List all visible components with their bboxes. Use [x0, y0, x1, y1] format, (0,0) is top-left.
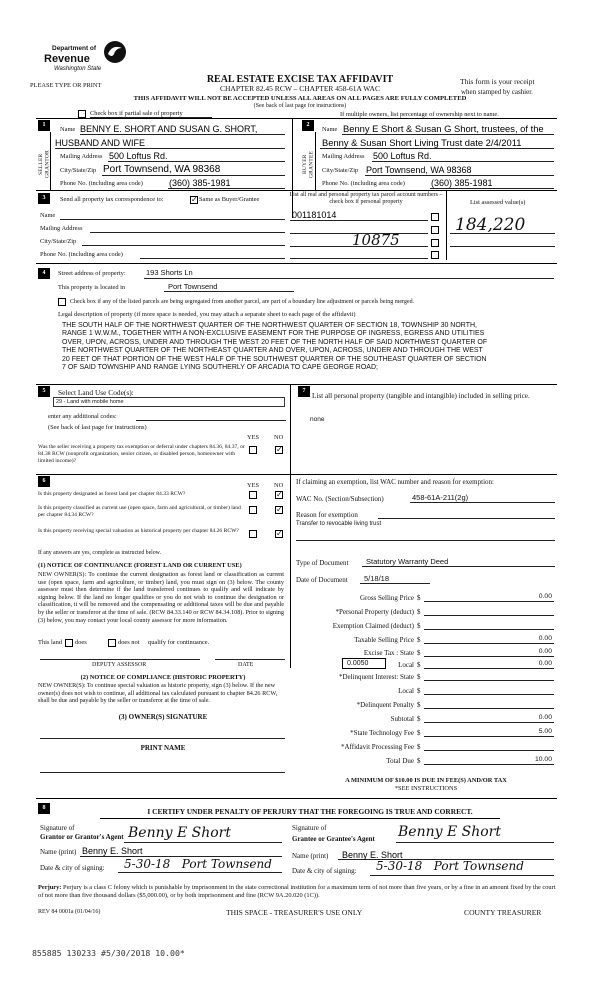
seller-phone-value[interactable]: (360) 385-1981 — [169, 178, 231, 188]
land-does-label: does — [75, 639, 87, 646]
exemption-yes-checkbox[interactable] — [249, 446, 257, 454]
legal-line: 7 OF SAID TOWNSHIP AND RANGE LYING SOUTHERLY OF ARCADIA TO CAPE GEORGE ROAD; — [62, 364, 378, 372]
tech-fee-dollar: $ — [417, 729, 421, 737]
minimum-due-note: A MINIMUM OF $10.00 IS DUE IN FEE(S) AND/OR TAX — [345, 777, 507, 784]
current-use-yes-checkbox[interactable] — [249, 506, 257, 514]
delinquent-interest-dollar: $ — [417, 673, 421, 681]
legal-label: Legal description of property (if more space is needed, you may attach a separate sheet to each page of the affidavit) — [58, 311, 356, 318]
seller-name-value[interactable]: BENNY E. SHORT AND SUSAN G. SHORT, — [80, 124, 258, 134]
dor-logo-line2: Revenue — [44, 53, 90, 65]
parcel-3-personal-checkbox[interactable] — [431, 239, 439, 247]
land-use-see-back: (See back of last page for instructions) — [48, 424, 147, 431]
exemption-question: Was the seller receiving a property tax exemption or deferral under chapters 84.36, 84.37, or 84.38 RCW (nonprofit organization, senior citizen, or disabled person, homeowner with limited income)? — [38, 444, 245, 464]
section-3-badge: 3 — [38, 193, 50, 204]
perjury-bold: Perjury: — [38, 884, 62, 891]
subtotal-value[interactable]: 0.00 — [538, 714, 552, 721]
legal-line: OVER, UPON, ACROSS, UNDER AND THROUGH THE WEST 20 FEET OF THE NORTH HALF OF SAID NORTHWEST QUARTER OF — [62, 338, 488, 346]
tax-mailing-label: Mailing Address — [40, 225, 83, 232]
wac-label: WAC No. (Section/Subsection) — [296, 495, 384, 503]
parcel-header: List all real and personal property tax parcel account numbers – check box if personal property — [289, 192, 443, 205]
total-due-value[interactable]: 10.00 — [534, 756, 552, 763]
forest-land-question: Is this property designated as forest land per chapter 84.33 RCW? — [38, 491, 186, 497]
legal-line: RANGE 1 W.W.M., TOGETHER WITH A NON-EXCLUSIVE EASEMENT FOR THE PURPOSE OF INGRESS, EGRESS AND UTILITIES — [62, 330, 485, 338]
delinquent-penalty-dollar: $ — [417, 701, 421, 709]
section-8-badge: 8 — [38, 803, 50, 814]
grantor-date-value[interactable]: 5-30-18 Port Townsend — [124, 857, 272, 871]
perjury-note — [38, 884, 558, 900]
grantee-date-label: Date & city of signing: — [292, 867, 357, 875]
grantor-sig-label-1: Signature of — [40, 824, 75, 832]
exemption-dollar: $ — [417, 622, 421, 630]
current-use-question: Is this property classified as current use (open space, farm and agricultural, or timber) land per chapter 84.34 RCW? — [38, 505, 241, 518]
subtotal-dollar: $ — [417, 715, 421, 723]
total-due-label: Total Due — [386, 757, 414, 765]
this-land-label: This land — [38, 639, 62, 646]
historic-question: Is this property receiving special valuation as historical property per chapter 84.26 RCW? — [38, 528, 239, 534]
gross-dollar: $ — [417, 594, 421, 602]
print-name-label: PRINT NAME — [140, 744, 186, 752]
dor-logo-line1: Department of — [52, 45, 97, 52]
seller-city-value[interactable]: Port Townsend, WA 98368 — [103, 164, 221, 175]
seller-name-value-2[interactable]: HUSBAND AND WIFE — [55, 138, 146, 148]
section-5-badge: 5 — [38, 386, 50, 397]
notice-compliance-title: (2) NOTICE OF COMPLIANCE (HISTORIC PROPERTY) — [80, 674, 246, 681]
perjury-text: Perjury is a class C felony which is punishable by imprisonment in the state correctional institution for a maximum term of not more than five years, or by a fine in an amount fixed by the court of not more than five thousand dollars ($5,000.00), or by both imprisonment and fine (RCW 9A.20.020 (1C)). — [38, 884, 556, 899]
located-label: This property is located in — [58, 284, 126, 291]
taxable-label: Taxable Selling Price — [354, 636, 414, 644]
same-as-buyer-checkbox[interactable]: ✓ — [191, 195, 198, 204]
grantor-sig-label-2: Grantor or Grantor's Agent — [40, 833, 124, 841]
tech-fee-value[interactable]: 5.00 — [538, 728, 552, 735]
local-rate-box[interactable] — [342, 658, 386, 669]
buyer-name-value[interactable]: Benny E Short & Susan G Short, trustees, of the — [343, 123, 544, 134]
same-as-buyer-label: Same as Buyer/Grantee — [199, 196, 260, 203]
treasurer-space: THIS SPACE - TREASURER'S USE ONLY — [226, 908, 363, 917]
county-treasurer: COUNTY TREASURER — [464, 908, 542, 917]
buyer-side-label: BUYER GRANTEE — [302, 150, 315, 178]
excise-state-label: Excise Tax : State — [363, 649, 414, 657]
grantee-sig-label-2: Grantee or Grantee's Agent — [292, 835, 375, 843]
excise-local-label: Local — [398, 661, 414, 669]
excise-state-dollar: $ — [417, 649, 421, 657]
land-does-checkbox[interactable] — [65, 639, 73, 647]
receipt-note-1: This form is your receipt — [460, 77, 535, 86]
exemption-deduct-label: Exemption Claimed (deduct) — [332, 622, 414, 630]
street-label: Street address of property: — [58, 270, 126, 277]
buyer-phone-label: Phone No. (including area code) — [322, 180, 405, 187]
see-instructions-note: *SEE INSTRUCTIONS — [394, 785, 458, 792]
partial-sale-checkbox[interactable] — [78, 110, 86, 118]
seller-phone-label: Phone No. (including area code) — [60, 180, 143, 187]
local-rate-value: 0.0050 — [347, 660, 369, 667]
legal-line: THE SOUTH HALF OF THE NORTHWEST QUARTER OF THE NORTHWEST QUARTER OF SECTION 18, TOWNSHIP 30 NORTH, — [62, 322, 477, 329]
exemption-yes-header: YES — [247, 434, 260, 441]
additional-codes-label: enter any additional codes: — [48, 413, 117, 420]
seller-mailing-value[interactable]: 500 Loftus Rd. — [109, 151, 168, 161]
buyer-mailing-label: Mailing Address — [322, 153, 365, 160]
certification-statement: I CERTIFY UNDER PENALTY OF PERJURY THAT THE FOREGOING IS TRUE AND CORRECT. — [147, 807, 473, 816]
personal-property-label: List all personal property (tangible and intangible) included in selling price. — [312, 392, 530, 400]
excise-local-dollar: $ — [417, 661, 421, 669]
assessed-header: List assessed value(s) — [470, 199, 526, 206]
dor-logo-line3: Washington State — [54, 66, 102, 72]
assessed-1-handwritten[interactable]: 184,220 — [455, 215, 526, 235]
excise-local-value[interactable]: 0.00 — [538, 660, 552, 667]
grantee-sig-label-1: Signature of — [292, 824, 327, 832]
receipt-note-2: when stamped by cashier. — [461, 88, 533, 96]
legal-line: 20 FEET OF THAT PORTION OF THE WEST HALF OF THE SOUTHWEST QUARTER OF THE SOUTHEAST QUARTER OF SECTION — [62, 355, 487, 363]
personal-dollar: $ — [417, 608, 421, 616]
deputy-assessor-label: DEPUTY ASSESSOR — [92, 662, 147, 668]
land-use-code-select[interactable] — [53, 397, 285, 407]
doc-type-value[interactable]: Statutory Warranty Deed — [366, 557, 449, 566]
legal-line: THE NORTHWEST QUARTER OF THE NORTHEAST QUARTER AND OVER, UPON, ACROSS, UNDER AND THROUGH THE WEST — [62, 347, 483, 355]
form-title: REAL ESTATE EXCISE TAX AFFIDAVIT — [206, 74, 394, 85]
forest-no-checkbox[interactable]: ✓ — [276, 490, 283, 499]
parcel-4-personal-checkbox[interactable] — [431, 251, 439, 259]
tax-name-label: Name — [40, 212, 56, 219]
current-use-no-checkbox[interactable]: ✓ — [276, 505, 283, 514]
doc-date-value[interactable]: 5/18/18 — [364, 574, 390, 583]
buyer-name-label: Name — [322, 126, 338, 133]
doc-type-label: Type of Document — [296, 559, 349, 567]
buyer-phone-value[interactable]: (360) 385-1981 — [431, 178, 493, 188]
delinquent-local-label: Local — [398, 687, 414, 695]
designation-yes-header: YES — [247, 482, 260, 489]
notice-continuance-text: NEW OWNER(S): To continue the current designation as forest land or classification as current use (open space, farm and agriculture, or timber) land, you must sign on (3) below. The county assessor must then determine if the land transferred continues to qualify and will indicate by signing below. If the land no longer qualifies or you do not wish to continue the designation or classification, it will be removed and the compensating or additional taxes will be due and payable by the seller or transferor at the time of sale. (RCW 84.33.140 or RCW 84.34.108). Prior to signing (3) below, you may contact your local county assessor for more information. — [38, 571, 284, 624]
notice-continuance-title: (1) NOTICE OF CONTINUANCE (FOREST LAND OR CURRENT USE) — [38, 562, 242, 569]
excise-state-value[interactable]: 0.00 — [538, 648, 552, 655]
affidavit-fee-label: *Affidavit Processing Fee — [341, 743, 414, 751]
please-type-note: PLEASE TYPE OR PRINT — [30, 82, 102, 89]
reason-label: Reason for exemption — [296, 511, 358, 519]
grantee-signature[interactable]: Benny E Short — [398, 824, 501, 840]
segregation-note: Check box if any of the listed parcels are being segregated from another parcel, are part of a boundary line adjustment or parcels being merged. — [70, 299, 415, 305]
land-use-label: Select Land Use Code(s): — [58, 388, 134, 397]
grantor-name-value[interactable]: Benny E. Short — [82, 846, 143, 856]
forest-yes-checkbox[interactable] — [249, 491, 257, 499]
notice-compliance-text: NEW OWNER(S): To continue special valuation as historic property, sign (3) below. If the new owner(s) does not wish to continue, all additional tax calculated pursuant to chapter 84.26 RCW, shall be due and payable by the seller or transferor at the time of sale. — [38, 682, 278, 705]
wac-value[interactable]: 458-61A-211(2g) — [412, 493, 469, 502]
see-back-note: (See back of last page for instructions) — [253, 103, 347, 109]
historic-yes-checkbox[interactable] — [249, 530, 257, 538]
multiple-owners-note: If multiple owners, list percentage of ownership next to name. — [340, 111, 499, 118]
affidavit-fee-dollar: $ — [417, 743, 421, 751]
seller-city-label: City/State/Zip — [60, 167, 97, 174]
tech-fee-label: *State Technology Fee — [350, 729, 414, 737]
designation-no-header: NO — [274, 482, 284, 489]
parcel-1-personal-checkbox[interactable] — [431, 213, 439, 221]
form-chapter: CHAPTER 82.45 RCW – CHAPTER 458-61A WAC — [220, 84, 380, 93]
reason-value[interactable]: Transfer to revocable living trust — [296, 521, 382, 527]
parcel-1-value[interactable]: 001181014 — [292, 210, 337, 220]
dor-swirl-icon — [102, 40, 128, 64]
exemption-claim-label: If claiming an exemption, list WAC number and reason for exemption: — [296, 478, 494, 486]
parcel-2-handwritten[interactable]: 10875 — [352, 231, 400, 249]
delinquent-interest-label: *Delinquent Interest: State — [338, 673, 414, 681]
section-2-badge: 2 — [302, 120, 314, 131]
grantor-date-label: Date & city of signing: — [40, 864, 105, 872]
land-use-code-value: 29 - Land with mobile home — [56, 399, 124, 405]
grantee-date-value[interactable]: 5-30-18 Port Townsend — [376, 859, 524, 873]
historic-no-checkbox[interactable]: ✓ — [276, 529, 283, 538]
grantee-name-value[interactable]: Benny E. Short — [342, 850, 403, 860]
gross-value[interactable]: 0.00 — [538, 593, 552, 600]
qualify-label: qualify for continuance. — [148, 639, 210, 646]
deputy-date-label: DATE — [238, 662, 254, 668]
section-7-badge: 7 — [298, 386, 310, 397]
buyer-mailing-value[interactable]: 500 Loftus Rd. — [373, 151, 432, 161]
gross-label: Gross Selling Price — [359, 594, 414, 602]
land-does-not-label: does not — [118, 639, 140, 646]
street-value[interactable]: 193 Shorts Ln — [146, 268, 193, 277]
segregation-checkbox[interactable] — [58, 298, 66, 306]
buyer-city-value[interactable]: Port Townsend, WA 98368 — [366, 165, 472, 175]
section-1-badge: 1 — [38, 120, 50, 131]
cashier-stamp: 855885 130233 #5/30/2018 10.00* — [32, 948, 185, 958]
dor-logo — [44, 40, 132, 76]
taxable-dollar: $ — [417, 636, 421, 644]
legal-description[interactable] — [62, 322, 562, 372]
grantee-name-label: Name (print) — [292, 852, 329, 860]
located-value[interactable]: Port Townsend — [168, 282, 218, 291]
partial-sale-label: Check box if partial sale of property — [90, 110, 183, 117]
rev-number: REV 84 0001a (01/04/16) — [38, 909, 101, 915]
parcel-2-personal-checkbox[interactable] — [431, 226, 439, 234]
subtotal-label: Subtotal — [390, 715, 414, 723]
tax-city-label: City/State/Zip — [40, 238, 77, 245]
delinquent-local-dollar: $ — [417, 687, 421, 695]
exemption-no-checkbox[interactable]: ✓ — [276, 445, 283, 454]
doc-date-label: Date of Document — [296, 576, 348, 584]
seller-mailing-label: Mailing Address — [60, 153, 103, 160]
any-yes-note: If any answers are yes, complete as instructed below. — [38, 550, 161, 556]
grantor-name-label: Name (print) — [40, 848, 77, 856]
seller-side-label: SELLER GRANTOR — [38, 150, 51, 178]
personal-property-value[interactable]: none — [310, 416, 325, 423]
tax-phone-label: Phone No. (including area code) — [40, 251, 123, 258]
grantor-signature[interactable]: Benny E Short — [128, 825, 231, 841]
warning-banner: THIS AFFIDAVIT WILL NOT BE ACCEPTED UNLESS ALL AREAS ON ALL PAGES ARE FULLY COMPLETED — [133, 95, 467, 102]
total-due-dollar: $ — [417, 757, 421, 765]
personal-deduct-label: *Personal Property (deduct) — [335, 608, 414, 616]
buyer-city-label: City/State/Zip — [322, 167, 359, 174]
land-does-not-checkbox[interactable] — [108, 639, 116, 647]
delinquent-penalty-label: *Delinquent Penalty — [356, 701, 414, 709]
exemption-no-header: NO — [274, 434, 284, 441]
section-6-badge: 6 — [38, 476, 50, 487]
taxable-value[interactable]: 0.00 — [538, 635, 552, 642]
seller-name-label: Name — [60, 126, 76, 133]
section-4-badge: 4 — [38, 268, 50, 279]
buyer-name-value-2[interactable]: Benny & Susan Short Living Trust date 2/4/2011 — [322, 137, 522, 148]
tax-correspondence-label: Send all property tax correspondence to: — [60, 196, 164, 203]
owner-signature-label: (3) OWNER(S) SIGNATURE — [118, 713, 208, 721]
